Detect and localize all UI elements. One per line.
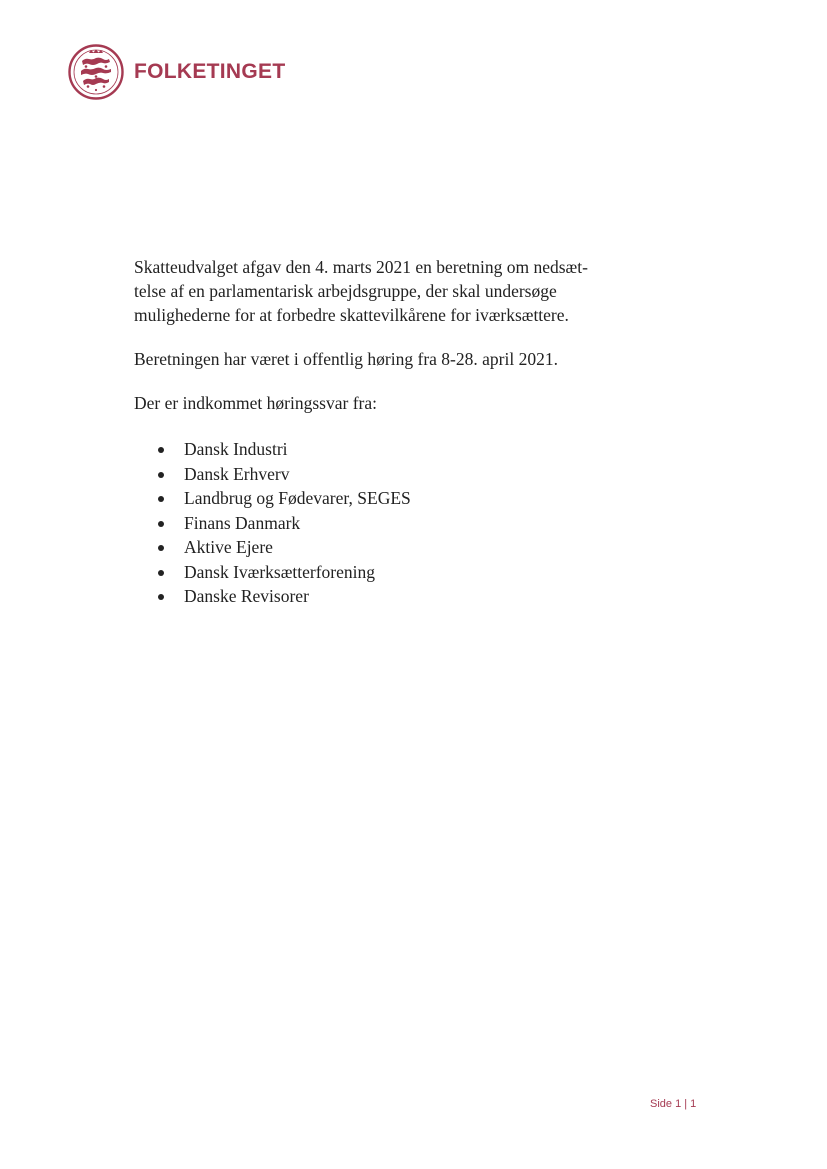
folketinget-seal-icon bbox=[68, 44, 124, 100]
list-item-label: Aktive Ejere bbox=[184, 537, 273, 557]
list-item bbox=[134, 486, 634, 511]
brand-name: FOLKETINGET bbox=[134, 60, 286, 83]
bullet-icon bbox=[158, 521, 164, 527]
bullet-icon bbox=[158, 594, 164, 600]
bullet-icon bbox=[158, 570, 164, 576]
paragraph-intro bbox=[134, 255, 634, 327]
paragraph-line: Skatteudvalget afgav den 4. marts 2021 en beretning om nedsæt- bbox=[134, 257, 588, 277]
paragraph-line: telse af en parlamentarisk arbejdsgruppe, der skal undersøge bbox=[134, 281, 557, 301]
list-item bbox=[134, 462, 634, 487]
list-item-label: Danske Revisorer bbox=[184, 586, 309, 606]
list-item-label: Dansk Industri bbox=[184, 439, 288, 459]
list-item-label: Dansk Erhverv bbox=[184, 463, 290, 484]
bullet-icon bbox=[158, 447, 164, 453]
respondents-list bbox=[134, 437, 634, 609]
folketinget-logo bbox=[68, 44, 285, 100]
list-item bbox=[134, 535, 634, 560]
paragraph-respondents-intro: Der er indkommet høringssvar fra: bbox=[134, 393, 377, 413]
paragraph-hearing-period: Beretningen har været i offentlig høring fra 8-28. april 2021. bbox=[134, 349, 558, 369]
list-item bbox=[134, 511, 634, 536]
list-item-label: Landbrug og Fødevarer, SEGES bbox=[184, 488, 411, 508]
list-item-label: Dansk Iværksætterforening bbox=[184, 561, 376, 582]
bullet-icon bbox=[158, 496, 164, 502]
bullet-icon bbox=[158, 472, 164, 478]
page-number: Side 1 | 1 bbox=[650, 1098, 697, 1110]
paragraph-line: mulighederne for at forbedre skattevilkårene for iværksættere. bbox=[134, 305, 569, 325]
list-item bbox=[134, 560, 634, 585]
letter-body bbox=[134, 255, 634, 609]
list-item bbox=[134, 584, 634, 609]
bullet-icon bbox=[158, 545, 164, 551]
list-item-label: Finans Danmark bbox=[184, 512, 301, 533]
list-item bbox=[134, 437, 634, 462]
